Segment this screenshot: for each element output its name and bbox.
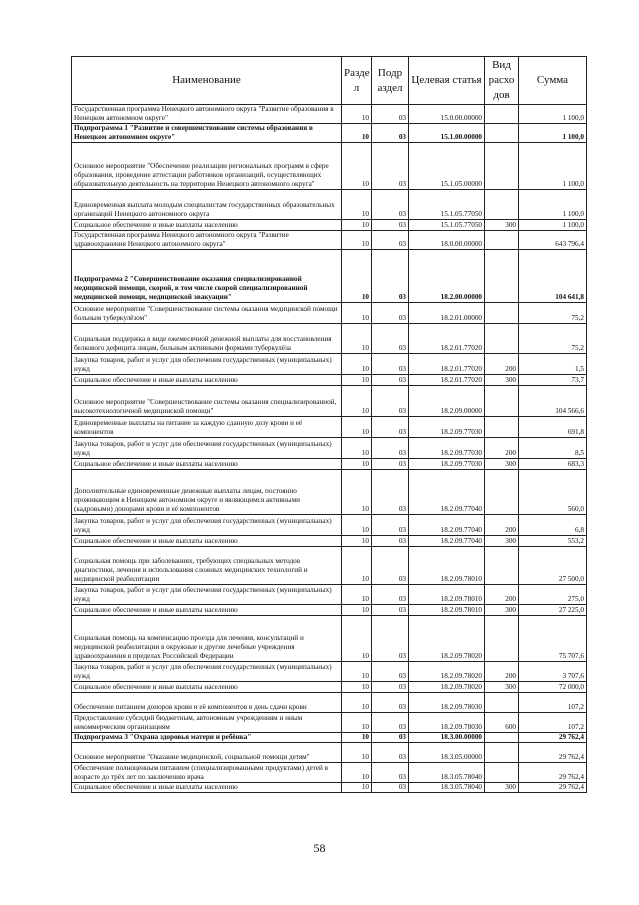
cell-sum: 1 100,0 — [519, 105, 587, 124]
cell-name: Предоставление субсидий бюджетным, автономным учреждениям и иным некоммерческим организациям — [72, 713, 342, 733]
cell-sum: 643 796,4 — [519, 231, 587, 250]
cell-sum: 275,0 — [519, 585, 587, 605]
cell-subsection: 03 — [372, 585, 409, 605]
cell-sum: 29 762,4 — [519, 783, 587, 793]
cell-target: 18.2.01.00000 — [409, 303, 485, 324]
table-row — [72, 763, 587, 783]
table-row — [72, 231, 587, 250]
table-row — [72, 682, 587, 693]
cell-subsection: 03 — [372, 515, 409, 536]
cell-type — [485, 250, 519, 303]
cell-section: 10 — [342, 515, 372, 536]
cell-target: 18.2.09.00000 — [409, 386, 485, 417]
cell-section: 10 — [342, 438, 372, 459]
cell-subsection: 03 — [372, 438, 409, 459]
cell-type — [485, 386, 519, 417]
table-row — [72, 375, 587, 386]
cell-type: 300 — [485, 459, 519, 470]
cell-section: 10 — [342, 605, 372, 616]
cell-subsection: 03 — [372, 231, 409, 250]
cell-section: 10 — [342, 693, 372, 713]
cell-sum: 6,8 — [519, 515, 587, 536]
cell-type: 200 — [485, 438, 519, 459]
table-row — [72, 616, 587, 662]
cell-sum: 75,2 — [519, 324, 587, 354]
cell-type — [485, 547, 519, 585]
cell-section: 10 — [342, 124, 372, 143]
cell-name: Социальное обеспечение и иные выплаты населению — [72, 783, 342, 793]
cell-target: 18.2.09.77040 — [409, 470, 485, 515]
cell-subsection: 03 — [372, 105, 409, 124]
cell-section: 10 — [342, 585, 372, 605]
cell-type: 600 — [485, 713, 519, 733]
cell-type: 300 — [485, 536, 519, 547]
table-row — [72, 459, 587, 470]
cell-subsection: 03 — [372, 763, 409, 783]
cell-target: 18.3.05.78040 — [409, 783, 485, 793]
cell-section: 10 — [342, 536, 372, 547]
table-row — [72, 220, 587, 231]
cell-target: 18.2.09.78020 — [409, 616, 485, 662]
cell-sum: 27 225,0 — [519, 605, 587, 616]
cell-type — [485, 417, 519, 438]
cell-type: 300 — [485, 783, 519, 793]
cell-sum: 73,7 — [519, 375, 587, 386]
cell-target: 18.2.09.77030 — [409, 417, 485, 438]
cell-section: 10 — [342, 547, 372, 585]
cell-type — [485, 143, 519, 190]
cell-target: 15.1.00.00000 — [409, 124, 485, 143]
cell-section: 10 — [342, 105, 372, 124]
cell-sum: 8,5 — [519, 438, 587, 459]
cell-name: Закупка товаров, работ и услуг для обеспечения государственных (муниципальных) нужд — [72, 585, 342, 605]
cell-subsection: 03 — [372, 303, 409, 324]
cell-sum: 3 707,6 — [519, 662, 587, 682]
table-row — [72, 386, 587, 417]
header-section: Разде л — [342, 57, 372, 105]
header-name: Наименование — [72, 57, 342, 105]
cell-name: Основное мероприятие "Совершенствование системы оказания медицинской помощи больным туберкулёзом" — [72, 303, 342, 324]
cell-sum: 29 762,4 — [519, 763, 587, 783]
cell-sum: 75 707,6 — [519, 616, 587, 662]
cell-name: Социальная помощь на компенсацию проезда для лечения, консультаций и медицинской реабилитации в окружные и другие лечебные учреждения здравоохранения в пределах Российской Федерации — [72, 616, 342, 662]
cell-target: 15.1.05.77050 — [409, 190, 485, 220]
cell-subsection: 03 — [372, 470, 409, 515]
cell-section: 10 — [342, 324, 372, 354]
cell-sum: 29 762,4 — [519, 743, 587, 763]
table-row — [72, 693, 587, 713]
cell-sum: 1 100,0 — [519, 190, 587, 220]
cell-section: 10 — [342, 743, 372, 763]
cell-subsection: 03 — [372, 220, 409, 231]
cell-section: 10 — [342, 459, 372, 470]
table-row — [72, 105, 587, 124]
table-row — [72, 515, 587, 536]
table-row — [72, 438, 587, 459]
header-subsection: Подр аздел — [372, 57, 409, 105]
cell-name: Социальное обеспечение и иные выплаты населению — [72, 605, 342, 616]
cell-target: 18.2.09.77040 — [409, 536, 485, 547]
cell-type: 300 — [485, 605, 519, 616]
cell-target: 18.2.09.78010 — [409, 605, 485, 616]
cell-subsection: 03 — [372, 124, 409, 143]
cell-name: Подпрограмма 3 "Охрана здоровья матери и ребёнка" — [72, 733, 342, 743]
cell-section: 10 — [342, 220, 372, 231]
table-body — [72, 105, 587, 793]
cell-target: 18.2.09.78010 — [409, 547, 485, 585]
cell-target: 18.2.09.78030 — [409, 693, 485, 713]
cell-subsection: 03 — [372, 693, 409, 713]
cell-target: 18.2.01.77020 — [409, 354, 485, 375]
cell-name: Подпрограмма 1 "Развитие и совершенствование системы образования в Ненецком автономном округе" — [72, 124, 342, 143]
cell-sum: 553,2 — [519, 536, 587, 547]
cell-section: 10 — [342, 375, 372, 386]
cell-section: 10 — [342, 733, 372, 743]
cell-sum: 107,2 — [519, 693, 587, 713]
cell-type — [485, 693, 519, 713]
cell-subsection: 03 — [372, 536, 409, 547]
cell-name: Социальное обеспечение и иные выплаты населению — [72, 536, 342, 547]
cell-subsection: 03 — [372, 190, 409, 220]
cell-sum: 1 100,0 — [519, 220, 587, 231]
header-sum: Сумма — [519, 57, 587, 105]
cell-section: 10 — [342, 143, 372, 190]
table-row — [72, 547, 587, 585]
cell-name: Единовременная выплата молодым специалистам государственных образовательных организаций Ненецкого автономного округа — [72, 190, 342, 220]
cell-target: 18.2.01.77020 — [409, 324, 485, 354]
table-row — [72, 124, 587, 143]
cell-name: Основное мероприятие "Оказание медицинской, социальной помощи детям" — [72, 743, 342, 763]
cell-target: 18.2.00.00000 — [409, 250, 485, 303]
cell-subsection: 03 — [372, 324, 409, 354]
cell-target: 18.0.00.00000 — [409, 231, 485, 250]
cell-name: Единовременные выплаты на питание за каждую сданную дозу крови и её компонентов — [72, 417, 342, 438]
cell-type — [485, 303, 519, 324]
cell-subsection: 03 — [372, 682, 409, 693]
table-row — [72, 324, 587, 354]
cell-section: 10 — [342, 713, 372, 733]
cell-target: 18.2.09.78030 — [409, 713, 485, 733]
table-row — [72, 585, 587, 605]
cell-sum: 691,8 — [519, 417, 587, 438]
cell-target: 18.2.09.78010 — [409, 585, 485, 605]
cell-subsection: 03 — [372, 143, 409, 190]
cell-section: 10 — [342, 470, 372, 515]
table-row — [72, 713, 587, 733]
cell-name: Основное мероприятие "Совершенствование системы оказания специализированной, высокотехнологичной медицинской помощи" — [72, 386, 342, 417]
table-row — [72, 417, 587, 438]
cell-name: Закупка товаров, работ и услуг для обеспечения государственных (муниципальных) нужд — [72, 515, 342, 536]
cell-type — [485, 470, 519, 515]
cell-type — [485, 733, 519, 743]
cell-section: 10 — [342, 303, 372, 324]
cell-section: 10 — [342, 783, 372, 793]
cell-name: Социальное обеспечение и иные выплаты населению — [72, 682, 342, 693]
cell-subsection: 03 — [372, 250, 409, 303]
cell-sum: 1 100,0 — [519, 124, 587, 143]
table-row — [72, 143, 587, 190]
cell-sum: 75,2 — [519, 303, 587, 324]
cell-type — [485, 763, 519, 783]
cell-name: Обеспечение питанием доноров крови и её компонентов в день сдачи крови — [72, 693, 342, 713]
table-row — [72, 733, 587, 743]
cell-name: Основное мероприятие "Обеспечение реализации региональных программ в сфере образования, проведение аттестации работников организаций, осуществляющих образовательную деятельность на территории Ненецкого автономного округа" — [72, 143, 342, 190]
table-header-row — [72, 57, 587, 105]
cell-type — [485, 190, 519, 220]
cell-section: 10 — [342, 354, 372, 375]
cell-subsection: 03 — [372, 354, 409, 375]
cell-subsection: 03 — [372, 783, 409, 793]
table-row — [72, 605, 587, 616]
cell-sum: 560,0 — [519, 470, 587, 515]
cell-section: 10 — [342, 190, 372, 220]
cell-subsection: 03 — [372, 713, 409, 733]
cell-sum: 104 641,8 — [519, 250, 587, 303]
table-row — [72, 536, 587, 547]
cell-subsection: 03 — [372, 459, 409, 470]
cell-type — [485, 124, 519, 143]
cell-subsection: 03 — [372, 417, 409, 438]
cell-type: 300 — [485, 220, 519, 231]
cell-name: Социальное обеспечение и иные выплаты населению — [72, 220, 342, 231]
cell-subsection: 03 — [372, 547, 409, 585]
cell-sum: 29 762,4 — [519, 733, 587, 743]
cell-target: 18.3.05.78040 — [409, 763, 485, 783]
table-row — [72, 354, 587, 375]
cell-name: Подпрограмма 2 "Совершенствование оказания специализированной медицинской помощи, скорой, в том числе скорой специализированной медицинской помощи, медицинской эвакуации" — [72, 250, 342, 303]
cell-subsection: 03 — [372, 375, 409, 386]
header-target: Целевая статья — [409, 57, 485, 105]
table-row — [72, 783, 587, 793]
cell-name: Закупка товаров, работ и услуг для обеспечения государственных (муниципальных) нужд — [72, 354, 342, 375]
table-row — [72, 743, 587, 763]
cell-name: Социальное обеспечение и иные выплаты населению — [72, 375, 342, 386]
cell-section: 10 — [342, 250, 372, 303]
cell-target: 18.2.01.77020 — [409, 375, 485, 386]
cell-section: 10 — [342, 386, 372, 417]
cell-target: 15.1.05.77050 — [409, 220, 485, 231]
table-row — [72, 190, 587, 220]
cell-type: 200 — [485, 662, 519, 682]
cell-name: Социальная помощь при заболеваниях, требующих специальных методов диагностики, лечения и использования сложных медицинских технологий и медицинской реабилитации — [72, 547, 342, 585]
cell-subsection: 03 — [372, 743, 409, 763]
cell-target: 18.3.05.00000 — [409, 743, 485, 763]
cell-type: 200 — [485, 585, 519, 605]
cell-section: 10 — [342, 662, 372, 682]
cell-target: 15.0.00.00000 — [409, 105, 485, 124]
cell-name: Закупка товаров, работ и услуг для обеспечения государственных (муниципальных) нужд — [72, 438, 342, 459]
cell-sum: 1 100,0 — [519, 143, 587, 190]
cell-type: 300 — [485, 375, 519, 386]
cell-section: 10 — [342, 231, 372, 250]
cell-target: 18.3.00.00000 — [409, 733, 485, 743]
cell-name: Государственная программа Ненецкого автономного округа "Развитие здравоохранения Ненецкого автономного округа" — [72, 231, 342, 250]
cell-sum: 72 000,0 — [519, 682, 587, 693]
cell-type — [485, 105, 519, 124]
cell-section: 10 — [342, 763, 372, 783]
budget-table — [71, 56, 587, 793]
cell-type — [485, 616, 519, 662]
cell-type — [485, 231, 519, 250]
cell-target: 18.2.09.77040 — [409, 515, 485, 536]
cell-subsection: 03 — [372, 616, 409, 662]
cell-target: 15.1.05.00000 — [409, 143, 485, 190]
cell-sum: 683,3 — [519, 459, 587, 470]
cell-type: 200 — [485, 515, 519, 536]
cell-name: Обеспечение полноценным питанием (специализированными продуктами) детей в возрасте до трёх лет по заключению врача — [72, 763, 342, 783]
cell-target: 18.2.09.78020 — [409, 682, 485, 693]
cell-type — [485, 743, 519, 763]
cell-sum: 27 500,0 — [519, 547, 587, 585]
cell-sum: 104 566,6 — [519, 386, 587, 417]
cell-name: Социальное обеспечение и иные выплаты населению — [72, 459, 342, 470]
table-row — [72, 662, 587, 682]
cell-name: Закупка товаров, работ и услуг для обеспечения государственных (муниципальных) нужд — [72, 662, 342, 682]
cell-target: 18.2.09.77030 — [409, 459, 485, 470]
header-type: Вид расхо дов — [485, 57, 519, 105]
cell-target: 18.2.09.77030 — [409, 438, 485, 459]
cell-subsection: 03 — [372, 605, 409, 616]
table-row — [72, 250, 587, 303]
cell-section: 10 — [342, 616, 372, 662]
cell-sum: 1,5 — [519, 354, 587, 375]
table-row — [72, 470, 587, 515]
cell-subsection: 03 — [372, 733, 409, 743]
cell-type: 300 — [485, 682, 519, 693]
cell-section: 10 — [342, 682, 372, 693]
cell-name: Социальная поддержка в виде ежемесячной денежной выплаты для восстановления белкового дефицита лицам, больным активными формами туберкулёза — [72, 324, 342, 354]
page-number: 58 — [313, 841, 326, 855]
cell-section: 10 — [342, 417, 372, 438]
cell-type: 200 — [485, 354, 519, 375]
cell-name: Дополнительные единовременные денежные выплаты лицам, постоянно проживающим в Ненецком автономном округе и являющимся активными (кадровыми) донорами крови и её компонентов — [72, 470, 342, 515]
cell-target: 18.2.09.78020 — [409, 662, 485, 682]
cell-sum: 107,2 — [519, 713, 587, 733]
cell-subsection: 03 — [372, 662, 409, 682]
cell-subsection: 03 — [372, 386, 409, 417]
cell-name: Государственная программа Ненецкого автономного округа "Развитие образования в Ненецком автономном округе" — [72, 105, 342, 124]
cell-type — [485, 324, 519, 354]
table-row — [72, 303, 587, 324]
